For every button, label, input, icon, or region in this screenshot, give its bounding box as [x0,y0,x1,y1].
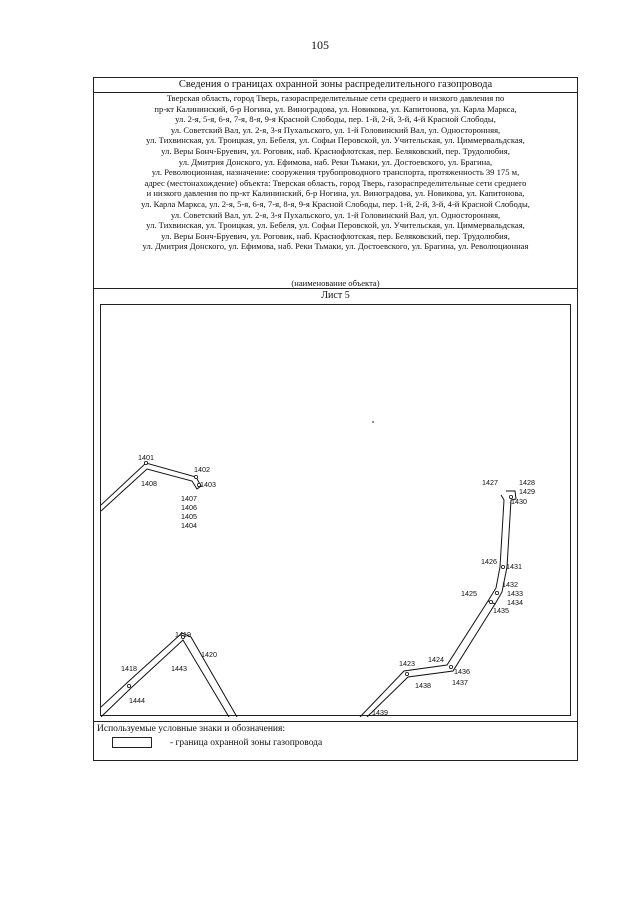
point-label: 1425 [461,589,477,598]
point-label: 1435 [493,606,509,615]
zone-boundary-lower-left-inner [101,633,237,717]
point-label: 1404 [181,521,197,530]
vertex-marker [405,672,408,675]
point-label: 1418 [121,664,137,673]
description-line: пр-кт Калининский, б-р Ногина, ул. Виноградова, ул. Новикова, ул. Капитонова, ул. Карла Маркса, [154,103,517,114]
vertex-marker [449,665,452,668]
sheet-label: Лист 5 [321,290,350,301]
description-line: ул. Тихвинская, ул. Троицкая, ул. Бебеля, ул. Софьи Перовской, ул. Учительская, ул. Циммервальдская, [146,135,525,146]
zone-boundary-right-lower-inner [360,601,488,717]
point-label: 1432 [502,580,518,589]
description-line: ул. 2-я, 5-я, 6-я, 7-я, 8-я, 9-я Красной Слободы, пер. 1-й, 2-й, 3-й, 4-й Красной Слободы, [175,114,496,125]
description-line: ул. Дмитрия Донского, ул. Ефимова, наб. Реки Тьмаки, ул. Достоевского, ул. Брагина, [178,156,493,167]
point-label: 1408 [141,479,157,488]
description-line: ул. Советский Вал, ул. 2-я, 3-я Пухальского, ул. 1-й Головинский Вал, ул. Односторонняя, [170,209,501,220]
legend-title: Используемые условные знаки и обозначения: [97,724,286,734]
legend-item-label: - граница охранной зоны газопровода [170,738,323,748]
description-line: ул. Веры Бонч-Бруевич, ул. Роговик, наб. Краснофлотская, пер. Беляковский, пер. Трудолюбия, [161,145,510,156]
stray-dot [372,421,374,423]
point-label: 1428 [519,478,535,487]
point-label: 1439 [372,708,388,717]
point-label: 1423 [399,659,415,668]
point-label: 1438 [415,681,431,690]
vertex-marker [495,591,498,594]
description-line: ул. Веры Бонч-Бруевич, ул. Роговик, наб. Краснофлотская, пер. Беляковский, пер. Трудолюбия, [161,230,510,241]
divider [94,721,577,722]
description-line: ул. Тихвинская, ул. Троицкая, ул. Бебеля, ул. Софьи Перовской, ул. Учительская, ул. Циммервальдская, [146,220,525,231]
legend-swatch-icon [112,737,152,748]
point-label: 1424 [428,655,444,664]
point-label: 1429 [519,487,535,496]
point-label: 1406 [181,503,197,512]
point-label: 1436 [454,667,470,676]
point-label: 1437 [452,678,468,687]
description-line: адрес (местонахождение) объекта: Тверская область, город Тверь, газораспределительные сети среднего [144,177,527,188]
divider [94,288,577,289]
point-label: 1402 [194,465,210,474]
boundary-map [100,304,571,716]
vertex-marker [127,684,130,687]
point-label: 1405 [181,512,197,521]
point-label: 1420 [201,650,217,659]
point-label: 1434 [507,598,523,607]
point-label: 1426 [481,557,497,566]
point-label: 1444 [129,696,145,705]
object-description [96,93,575,252]
document-title: Сведения о границах охранной зоны распределительного газопровода [94,78,577,93]
description-line: и низкого давления по пр-кт Калининский, б-р Ногина, ул. Виноградова, ул. Новикова, ул. Капитонова, [146,188,525,199]
point-label: 1407 [181,494,197,503]
point-label: 1433 [507,589,523,598]
point-labels [121,453,535,717]
description-line: ул. Революционная, назначение: сооружения трубопроводного транспорта, протяженность 39 175 м, [151,167,520,178]
point-label: 1427 [482,478,498,487]
description-line: ул. Дмитрия Донского, ул. Ефимова, наб. Реки Тьмаки, ул. Достоевского, ул. Брагина, ул. Революционная [142,241,529,252]
point-label: 1430 [511,497,527,506]
description-line: ул. Советский Вал, ул. 2-я, 3-я Пухальского, ул. 1-й Головинский Вал, ул. Односторонняя, [170,124,501,135]
vertex-marker [489,600,492,603]
boundary-info-frame [93,77,578,761]
object-name-caption: (наименование объекта) [291,278,380,288]
vertex-marker [501,565,504,568]
description-line: ул. Карла Маркса, ул. 2-я, 5-я, 6-я, 7-я, 8-я, 9-я Красной Слободы, пер. 1-й, 2-й, 3-й, 4-й Красной Слободы, [141,198,530,209]
point-label: 1403 [200,480,216,489]
point-label: 1431 [506,562,522,571]
point-label: 1419 [175,630,191,639]
page-number: 105 [311,38,329,52]
vertex-marker [194,475,197,478]
description-line: Тверская область, город Тверь, газораспределительные сети среднего и низкого давления по [166,93,505,103]
map-drawing [101,305,572,717]
point-label: 1443 [171,664,187,673]
point-label: 1401 [138,453,154,462]
